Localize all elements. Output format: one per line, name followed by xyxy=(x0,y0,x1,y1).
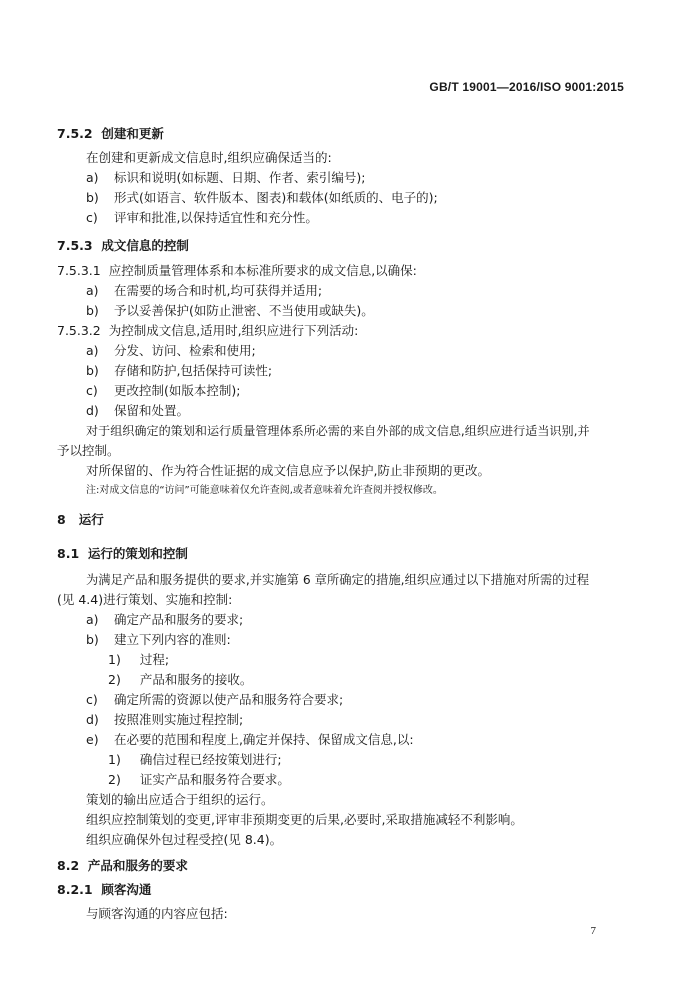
section-number: 8.1 xyxy=(57,546,80,561)
sub-list-item xyxy=(108,752,282,768)
paragraph: 对所保留的、作为符合性证据的成文信息应予以保护,防止非预期的更改。 xyxy=(86,463,490,478)
sub-list-item xyxy=(108,672,252,688)
sub-list-item xyxy=(108,772,290,788)
list-item xyxy=(86,210,318,226)
section-heading-8-1 xyxy=(57,546,188,562)
list-marker: b) xyxy=(86,632,99,647)
list-item xyxy=(86,632,231,648)
list-text: 形式(如语言、软件版本、图表)和载体(如纸质的、电子的); xyxy=(113,190,438,205)
list-text: 存储和防护,包括保持可读性; xyxy=(113,363,273,378)
list-text: 更改控制(如版本控制); xyxy=(113,383,241,398)
list-marker: b) xyxy=(86,303,99,318)
list-text: 分发、访问、检索和使用; xyxy=(113,343,256,358)
list-text: 标识和说明(如标题、日期、作者、索引编号); xyxy=(113,170,366,185)
list-text: 在必要的范围和程度上,确定并保持、保留成文信息,以: xyxy=(113,732,414,747)
section-number: 8.2.1 xyxy=(57,882,93,897)
chapter-heading-8 xyxy=(57,512,104,528)
list-marker: c) xyxy=(86,692,98,707)
list-text: 过程; xyxy=(139,652,170,667)
list-item xyxy=(86,712,243,728)
list-marker: 2) xyxy=(108,672,121,687)
clause-text: 应控制质量管理体系和本标准所要求的成文信息,以确保: xyxy=(108,263,417,278)
list-marker: c) xyxy=(86,210,98,225)
list-marker: b) xyxy=(86,363,99,378)
chapter-number: 8 xyxy=(57,512,66,527)
section-heading-8-2 xyxy=(57,858,188,874)
list-text: 证实产品和服务符合要求。 xyxy=(139,772,290,787)
paragraph: 组织应控制策划的变更,评审非预期变更的后果,必要时,采取措施减轻不利影响。 xyxy=(86,812,523,827)
list-marker: a) xyxy=(86,283,99,298)
list-marker: a) xyxy=(86,170,99,185)
section-number: 7.5.3 xyxy=(57,238,93,253)
list-text: 予以妥善保护(如防止泄密、不当使用或缺失)。 xyxy=(113,303,374,318)
list-marker: a) xyxy=(86,612,99,627)
list-marker: c) xyxy=(86,383,98,398)
page-number: 7 xyxy=(590,925,596,937)
list-text: 确定产品和服务的要求; xyxy=(113,612,244,627)
section-number: 7.5.2 xyxy=(57,126,93,141)
chapter-title: 运行 xyxy=(78,512,104,527)
clause-number: 7.5.3.2 xyxy=(57,323,101,338)
list-item xyxy=(86,190,438,206)
list-item xyxy=(86,343,256,359)
list-text: 保留和处置。 xyxy=(113,403,189,418)
list-item xyxy=(86,383,240,399)
paragraph: 在创建和更新成文信息时,组织应确保适当的: xyxy=(86,150,332,165)
sub-list-item xyxy=(108,652,169,668)
paragraph: 组织应确保外包过程受控(见 8.4)。 xyxy=(86,832,283,847)
standard-header: GB/T 19001—2016/ISO 9001:2015 xyxy=(429,80,624,94)
list-text: 确信过程已经按策划进行; xyxy=(139,752,282,767)
list-marker: a) xyxy=(86,343,99,358)
section-heading-7-5-3 xyxy=(57,238,189,254)
list-marker: e) xyxy=(86,732,99,747)
list-text: 产品和服务的接收。 xyxy=(139,672,253,687)
section-title: 顾客沟通 xyxy=(101,882,152,897)
clause-text: 为控制成文信息,适用时,组织应进行下列活动: xyxy=(108,323,359,338)
list-item xyxy=(86,170,365,186)
list-item xyxy=(86,283,322,299)
paragraph: 对于组织确定的策划和运行质量管理体系所必需的来自外部的成文信息,组织应进行适当识别,并 xyxy=(86,424,590,438)
clause-number: 7.5.3.1 xyxy=(57,263,101,278)
list-text: 按照准则实施过程控制; xyxy=(113,712,244,727)
paragraph: 为满足产品和服务提供的要求,并实施第 6 章所确定的措施,组织应通过以下措施对所需的过程 xyxy=(86,573,590,587)
list-marker: b) xyxy=(86,190,99,205)
list-item xyxy=(86,612,243,628)
list-item xyxy=(86,363,272,379)
list-marker: d) xyxy=(86,712,99,727)
section-title: 成文信息的控制 xyxy=(101,238,189,253)
list-item xyxy=(86,732,414,748)
list-marker: 2) xyxy=(108,772,121,787)
section-title: 创建和更新 xyxy=(101,126,164,141)
list-text: 评审和批准,以保持适宜性和充分性。 xyxy=(113,210,318,225)
clause-7-5-3-1 xyxy=(57,263,417,279)
list-text: 在需要的场合和时机,均可获得并适用; xyxy=(113,283,323,298)
list-text: 建立下列内容的准则: xyxy=(113,632,231,647)
list-item xyxy=(86,303,374,319)
section-title: 运行的策划和控制 xyxy=(87,546,188,561)
list-marker: 1) xyxy=(108,652,121,667)
list-item xyxy=(86,403,189,419)
list-marker: 1) xyxy=(108,752,121,767)
paragraph-continuation: 予以控制。 xyxy=(57,443,120,458)
section-heading-8-2-1 xyxy=(57,882,151,898)
paragraph: 策划的输出应适合于组织的运行。 xyxy=(86,792,274,807)
list-text: 确定所需的资源以使产品和服务符合要求; xyxy=(113,692,344,707)
section-title: 产品和服务的要求 xyxy=(87,858,188,873)
list-item xyxy=(86,692,343,708)
clause-7-5-3-2 xyxy=(57,323,358,339)
section-heading-7-5-2 xyxy=(57,126,164,142)
section-number: 8.2 xyxy=(57,858,80,873)
note: 注:对成文信息的“访问”可能意味着仅允许查阅,或者意味着允许查阅并授权修改。 xyxy=(86,485,443,496)
paragraph-continuation: (见 4.4)进行策划、实施和控制: xyxy=(57,592,233,607)
paragraph: 与顾客沟通的内容应包括: xyxy=(86,906,228,921)
list-marker: d) xyxy=(86,403,99,418)
